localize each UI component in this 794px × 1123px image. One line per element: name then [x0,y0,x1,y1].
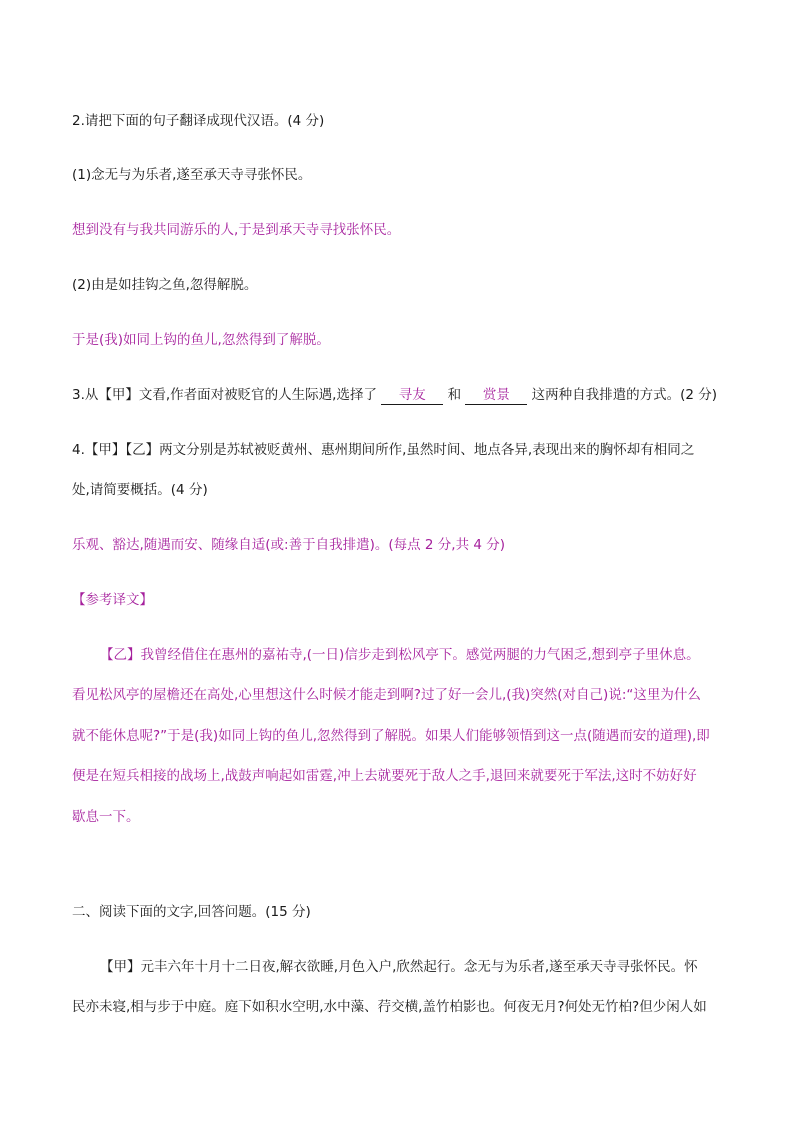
section-2-line-2: 民亦未寝,相与步于中庭。庭下如积水空明,水中藻、荇交横,盖竹柏影也。何夜无月?何处无竹柏?但少闲人如 [72,999,707,1015]
q3-pre: 3.从【甲】文看,作者面对被贬官的人生际遇,选择了 [72,387,377,403]
reference-line-1: 【乙】我曾经借住在惠州的嘉祐寺,(一日)信步走到松风亭下。感觉两腿的力气困乏,想到亭子里休息。 [100,647,700,663]
q3-blank-1: 寻友 [381,386,443,405]
q2-prompt: 2.请把下面的句子翻译成现代汉语。(4 分) [72,113,325,129]
q3-blank-2: 赏景 [465,386,527,405]
q4-answer: 乐观、豁达,随遇而安、随缘自适(或:善于自我排遣)。(每点 2 分,共 4 分) [72,537,506,553]
reference-line-3: 就不能休息呢?”于是(我)如同上钩的鱼儿,忽然得到了解脱。如果人们能够领悟到这一点(随遇而安的道理),即 [72,728,710,744]
q2-sentence-1: (1)念无与为乐者,遂至承天寺寻张怀民。 [72,167,312,183]
q4-line-1: 4.【甲】【乙】两文分别是苏轼被贬黄州、惠州期间所作,虽然时间、地点各异,表现出来的胸怀却有相同之 [72,442,695,458]
reference-line-4: 便是在短兵相接的战场上,战鼓声响起如雷霆,冲上去就要死于敌人之手,退回来就要死于军法,这时不妨好好 [72,768,697,784]
q2-answer-2: 于是(我)如同上钩的鱼儿,忽然得到了解脱。 [72,332,330,348]
q3-line [72,386,717,405]
q3-mid: 和 [447,387,462,403]
section-2-heading: 二、阅读下面的文字,回答问题。(15 分) [72,904,311,920]
q4-line-2: 处,请简要概括。(4 分) [72,482,208,498]
reference-line-5: 歇息一下。 [72,809,140,825]
q2-sentence-2: (2)由是如挂钩之鱼,忽得解脱。 [72,277,258,293]
section-2-line-1: 【甲】元丰六年十月十二日夜,解衣欲睡,月色入户,欣然起行。念无与为乐者,遂至承天寺寻张怀民。怀 [100,959,698,975]
q2-answer-1: 想到没有与我共同游乐的人,于是到承天寺寻找张怀民。 [72,222,401,238]
q3-post: 这两种自我排遣的方式。(2 分) [531,387,718,403]
reference-line-2: 看见松风亭的屋檐还在高处,心里想这什么时候才能走到啊?过了好一会儿,(我)突然(对自己)说:“这里为什么 [72,687,701,703]
reference-heading: 【参考译文】 [72,592,153,608]
